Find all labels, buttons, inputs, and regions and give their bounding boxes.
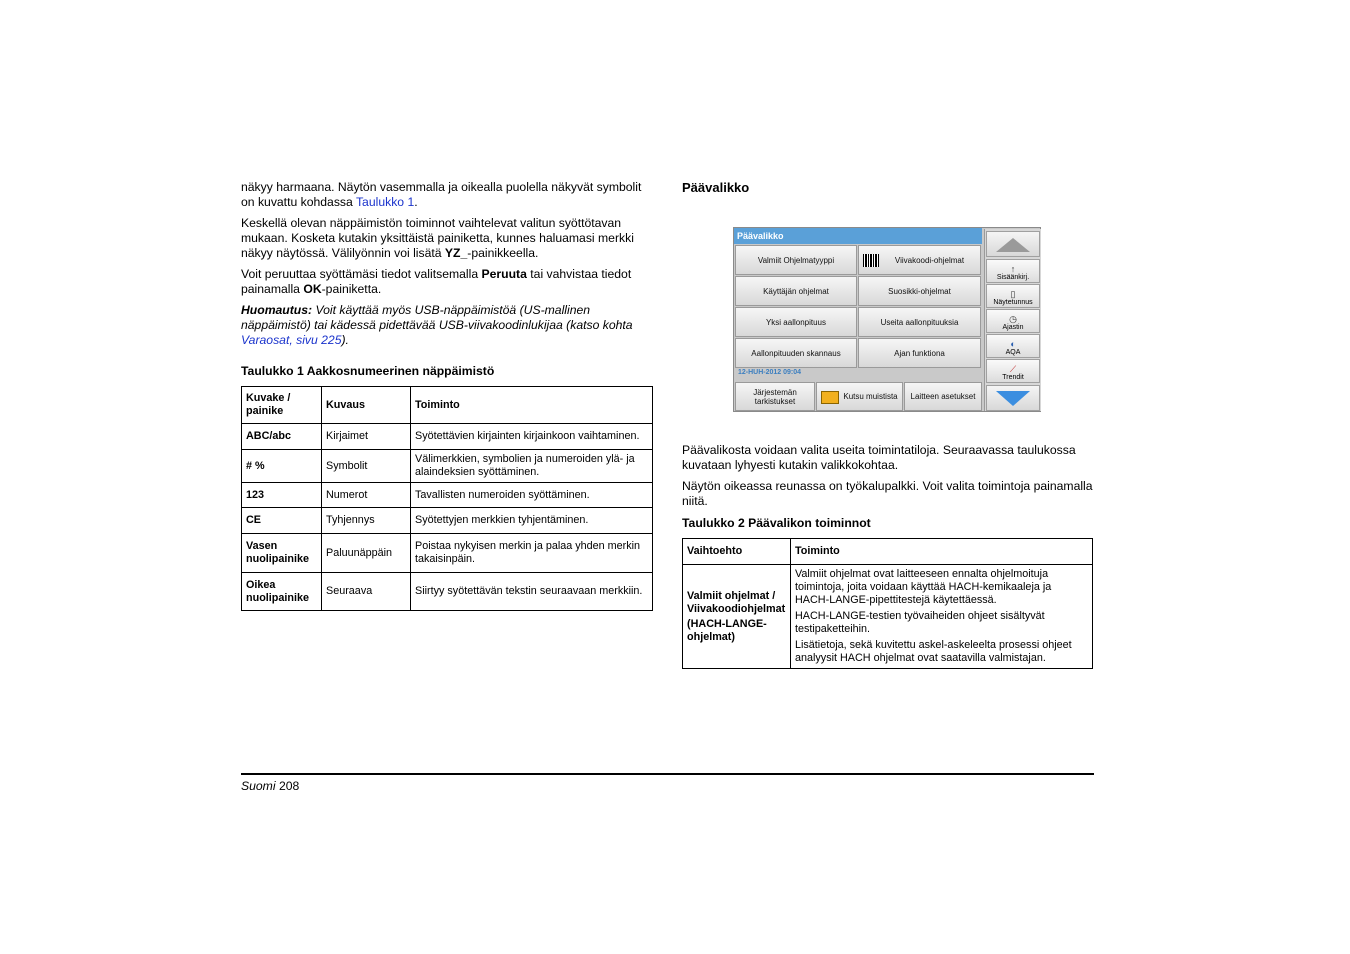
screen-title: Päävalikko xyxy=(734,228,982,244)
toolbar-aqa[interactable]: ◐ AQA xyxy=(986,334,1040,358)
sample-icon: ▯ xyxy=(1010,289,1016,299)
aqa-icon: ◐ xyxy=(1010,339,1016,349)
toolbar-sisaankirj[interactable]: ↑ Sisäänkirj. xyxy=(986,259,1040,283)
table-row: 123 Numerot Tavallisten numeroiden syöttäminen. xyxy=(242,483,653,508)
table-header: Vaihtoehto xyxy=(683,539,791,565)
table-row: CE Tyhjennys Syötettyjen merkkien tyhjentäminen. xyxy=(242,508,653,534)
footer-divider xyxy=(241,773,1094,775)
section-heading: Päävalikko xyxy=(682,180,750,195)
scroll-up-icon[interactable] xyxy=(986,231,1040,257)
screen-datetime: 12-HUH-2012 09:04 xyxy=(738,369,802,376)
timer-icon: ◷ xyxy=(1009,314,1017,324)
right-text xyxy=(682,443,1094,515)
screen-button-suosikki[interactable]: Suosikki-ohjelmat xyxy=(858,276,981,306)
toolbar-naytetunnus[interactable]: ▯ Näytetunnus xyxy=(986,284,1040,308)
screen-button-skannaus[interactable]: Aallonpituuden skannaus xyxy=(735,338,857,368)
screen-button-yksi-aallonpituus[interactable]: Yksi aallonpituus xyxy=(735,307,857,337)
paragraph-1: näkyy harmaana. Näytön vasemmalla ja oikealla puolella näkyvät symbolit on kuvattu kohdassa Taulukko 1. xyxy=(241,180,642,209)
screen-button-kayttajan[interactable]: Käyttäjän ohjelmat xyxy=(735,276,857,306)
table-header: Toiminto xyxy=(791,539,1093,565)
toolbar-trendit[interactable]: ⟋ Trendit xyxy=(986,359,1040,383)
device-screenshot xyxy=(733,227,1041,412)
toolbar-ajastin[interactable]: ◷ Ajastin xyxy=(986,309,1040,333)
paragraph-2: Keskellä olevan näppäimistön toiminnot vaihtelevat valitun syöttötavan mukaan. Kosketa kutakin yksittäistä painiketta, kunnes haluamasi merkki näkyy näytössä. Välilyönnin voi lisätä YZ_-painikkeella. xyxy=(241,216,634,260)
screen-button-valmiit[interactable]: Valmiit Ohjelmatyyppi xyxy=(735,245,857,275)
table-row: Vasen nuolipainike Paluunäppäin Poistaa nykyisen merkin ja palaa yhden merkin takaisinpäin. xyxy=(242,534,653,573)
table-row: Valmiit ohjelmat / Viivakoodiohjelmat (HACH-LANGE-ohjelmat) Valmiit ohjelmat ovat laitteeseen ennalta ohjelmoituja toimintoja, joita voidaan käyttää HACH-kemikaaleja ja HACH-LANGE-pipettitestejä käytettäessä. HACH-LANGE-testien työvaiheiden ohjeet sisältyvät testipaketteihin. Lisätietoja, sekä kuvitettu askel-askeleelta prosessi ohjeet analyysit HACH ohjelmat ovat saatavilla valmistajan. xyxy=(683,565,1093,669)
paragraph-4: Päävalikosta voidaan valita useita toimintatiloja. Seuraavassa taulukossa kuvataan lyhyesti kutakin valikkokohtaa. xyxy=(682,443,1076,472)
left-column xyxy=(241,180,656,354)
note: Huomautus: Voit käyttää myös USB-näppäimistöä (US-mallinen näppäimistö) tai kädessä pidettävää USB-viivakoodinlukijaa (katso kohta Varaosat, sivu 225). xyxy=(241,303,633,347)
table-2 xyxy=(682,538,1093,669)
trend-icon: ⟋ xyxy=(1009,364,1017,374)
screen-toolbar xyxy=(984,229,1041,411)
folder-icon xyxy=(821,391,839,404)
link-varaosat[interactable]: Varaosat, sivu 225 xyxy=(241,333,342,347)
table-header: Toiminto xyxy=(411,387,653,424)
table-1-caption: Taulukko 1 Aakkosnumeerinen näppäimistö xyxy=(241,364,495,378)
table-row: Oikea nuolipainike Seuraava Siirtyy syötettävän tekstin seuraavaan merkkiin. xyxy=(242,573,653,611)
scroll-down-icon[interactable] xyxy=(986,385,1040,411)
screen-button-useita-aallonpituuksia[interactable]: Useita aallonpituuksia xyxy=(858,307,981,337)
table-header: Kuvake / painike xyxy=(242,387,322,424)
screen-button-kutsu[interactable]: Kutsu muistista xyxy=(816,382,903,411)
paragraph-3: Voit peruuttaa syöttämäsi tiedot valitsemalla Peruuta tai vahvistaa tiedot painamalla OK-painiketta. xyxy=(241,267,632,296)
barcode-icon xyxy=(863,254,879,267)
page-footer: Suomi 208 xyxy=(241,779,300,793)
screen-button-ajan-funktiona[interactable]: Ajan funktiona xyxy=(858,338,981,368)
screen-button-viivakoodi[interactable]: Viivakoodi-ohjelmat xyxy=(858,245,981,275)
login-icon: ↑ xyxy=(1010,264,1016,274)
table-header: Kuvaus xyxy=(322,387,411,424)
table-row: ABC/abc Kirjaimet Syötettävien kirjainten kirjainkoon vaihtaminen. xyxy=(242,424,653,450)
screen-button-jarjestelman[interactable]: Järjestemän tarkistukset xyxy=(735,382,815,411)
table-row: # % Symbolit Välimerkkien, symbolien ja numeroiden ylä- ja alaindeksien syöttäminen. xyxy=(242,450,653,483)
link-taulukko-1[interactable]: Taulukko 1 xyxy=(355,195,415,209)
paragraph-5: Näytön oikeassa reunassa on työkalupalkki. Voit valita toimintoja painamalla niitä. xyxy=(682,479,1093,508)
table-2-caption: Taulukko 2 Päävalikon toiminnot xyxy=(682,516,871,530)
page-number: 208 xyxy=(278,779,300,793)
table-1 xyxy=(241,386,653,611)
screen-button-laitteen-asetukset[interactable]: Laitteen asetukset xyxy=(904,382,982,411)
